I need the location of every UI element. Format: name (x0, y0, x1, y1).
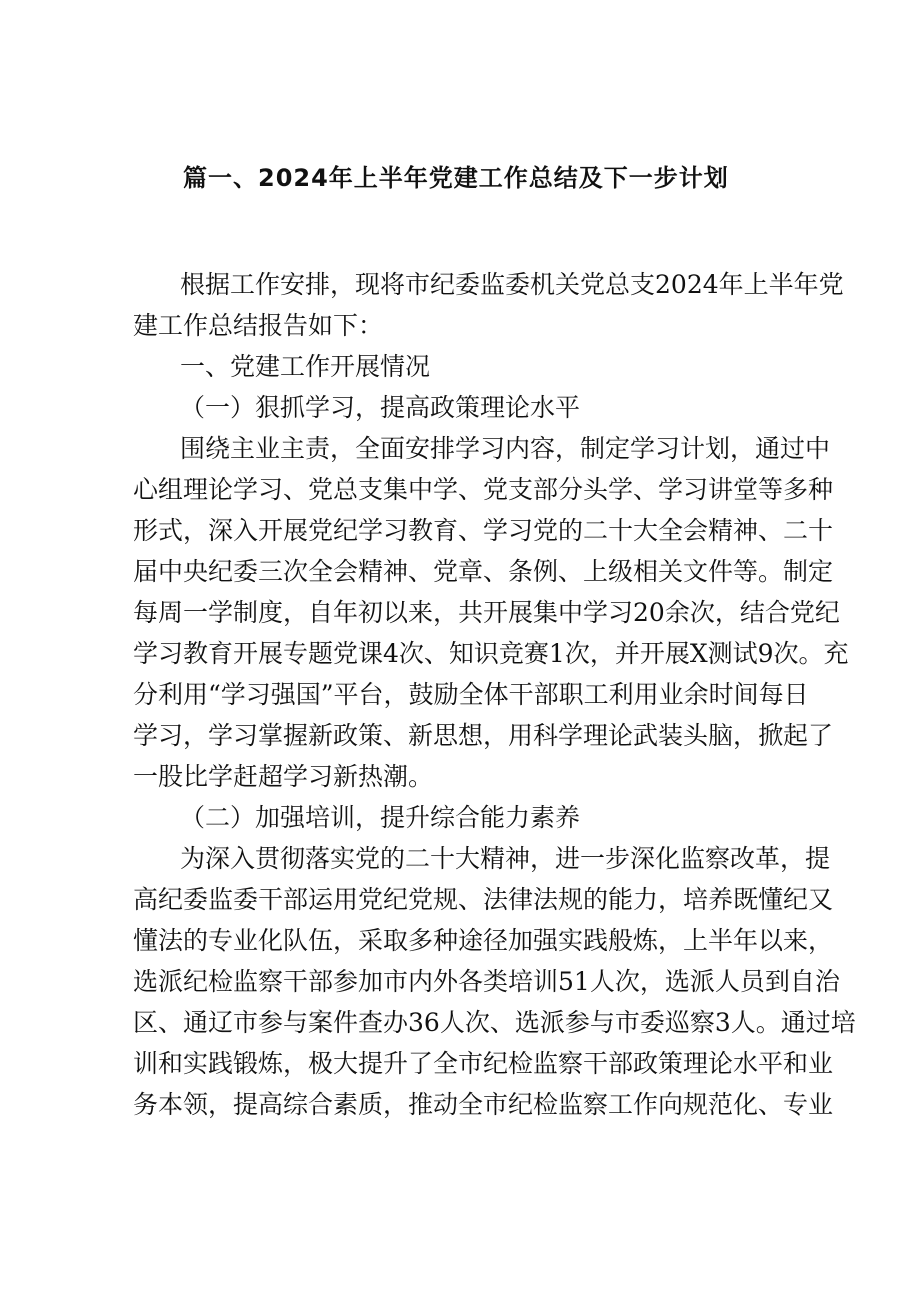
paragraph-line: 务本领，提高综合素质，推动全市纪检监察工作向规范化、专业 (133, 1090, 834, 1119)
paragraph-line: 选派纪检监察干部参加市内外各类培训51人次，选派人员到自治 (133, 967, 840, 996)
paragraph-line: 建工作总结报告如下： (133, 311, 384, 340)
paragraph-line: 心组理论学习、党总支集中学、党支部分头学、学习讲堂等多种 (133, 475, 834, 504)
paragraph-line: 形式，深入开展党纪学习教育、学习党的二十大全会精神、二十 (133, 516, 834, 545)
paragraph-line: 为深入贯彻落实党的二十大精神，进一步深化监察改革，提 (180, 844, 831, 873)
paragraph-line: 学习教育开展专题党课4次、知识竞赛1次，并开展X测试9次。充 (133, 639, 849, 668)
paragraph-line: 届中央纪委三次全会精神、党章、条例、上级相关文件等。制定 (133, 557, 834, 586)
subsection-heading: （一）狠抓学习，提高政策理论水平 (180, 393, 581, 422)
document-body (133, 264, 856, 1125)
paragraph-line: 根据工作安排，现将市纪委监委机关党总支2024年上半年党 (180, 270, 844, 299)
paragraph-line: 每周一学制度，自年初以来，共开展集中学习20余次，结合党纪 (133, 598, 840, 627)
paragraph-line: 区、通辽市参与案件查办36人次、选派参与市委巡察3人。通过培 (133, 1008, 856, 1037)
section-heading: 一、党建工作开展情况 (180, 352, 431, 381)
document-title: 篇一、2024年上半年党建工作总结及下一步计划 (183, 164, 729, 192)
paragraph-line: 围绕主业主责，全面安排学习内容，制定学习计划，通过中 (180, 434, 831, 463)
paragraph-line: 一股比学赶超学习新热潮。 (133, 762, 434, 791)
subsection-heading: （二）加强培训，提升综合能力素养 (180, 803, 581, 832)
paragraph-line: 训和实践锻炼，极大提升了全市纪检监察干部政策理论水平和业 (133, 1049, 834, 1078)
paragraph-line: 懂法的专业化队伍，采取多种途径加强实践般炼，上半年以来， (133, 926, 834, 955)
paragraph-line: 学习，学习掌握新政策、新思想，用科学理论武装头脑，掀起了 (133, 721, 834, 750)
paragraph-line: 分利用“学习强国”平台，鼓励全体干部职工利用业余时间每日 (133, 680, 809, 709)
paragraph-line: 高纪委监委干部运用党纪党规、法律法规的能力，培养既懂纪又 (133, 885, 834, 914)
